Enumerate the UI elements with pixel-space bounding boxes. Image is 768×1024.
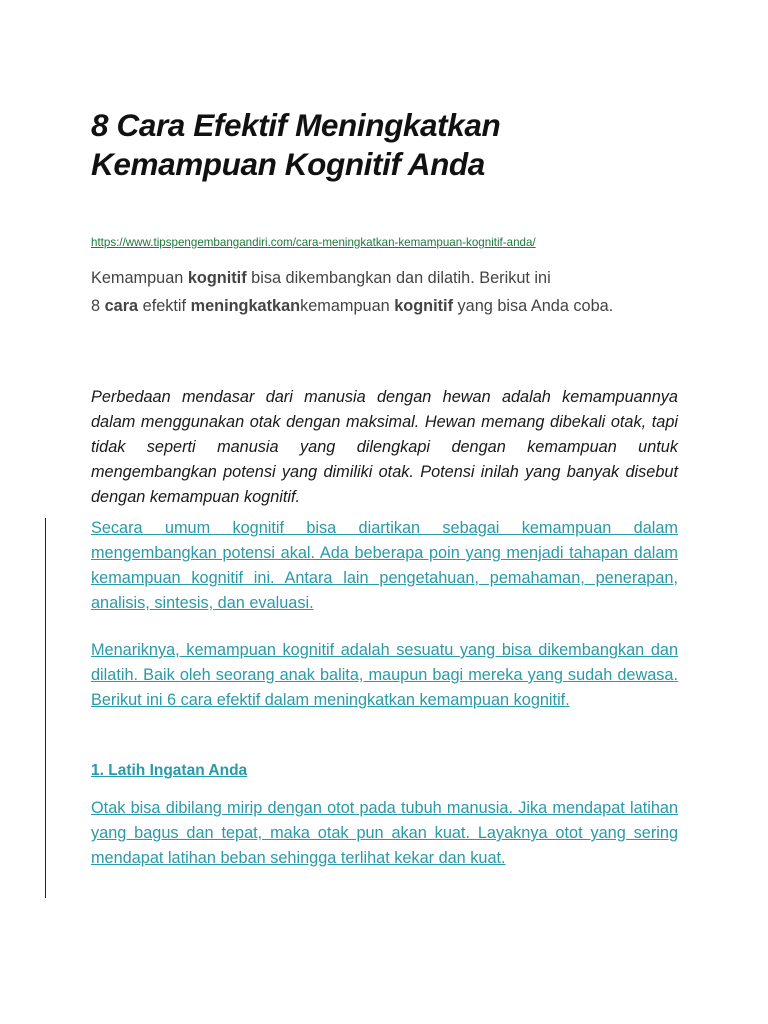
title-line-2: Kemampuan Kognitif Anda xyxy=(91,146,485,182)
article-title xyxy=(91,106,691,184)
source-link[interactable]: https://www.tipspengembangandiri.com/cara-meningkatkan-kemampuan-kognitif-anda/ xyxy=(91,236,536,249)
section-paragraph-link[interactable]: Otak bisa dibilang mirip dengan otot pada tubuh manusia. Jika mendapat latihan yang bagus dan tepat, maka otak pun akan kuat. Layaknya otot yang sering mendapat latihan beban sehingga terlihat kekar dan kuat. xyxy=(91,799,678,867)
intro-bold-text: kognitif xyxy=(394,297,453,315)
section-heading-link[interactable]: 1. Latih Ingatan Anda xyxy=(91,762,248,779)
margin-divider xyxy=(45,518,46,898)
intro-bold-text: meningkatkan xyxy=(190,297,301,315)
intro-text: 8 xyxy=(91,297,105,315)
intro-text: Kemampuan xyxy=(91,269,188,287)
lead-paragraph: Perbedaan mendasar dari manusia dengan hewan adalah kemampuannya dalam menggunakan otak dengan maksimal. Hewan memang dibekali otak, tapi tidak seperti manusia yang dilengkapi dengan kemampuan untuk mengembangkan potensi yang dimiliki otak. Potensi inilah yang banyak disebut dengan kemampuan kognitif. xyxy=(91,388,678,507)
intro-bold-text: cara xyxy=(104,297,139,315)
intro-text: kemampuan xyxy=(300,297,395,315)
intro-paragraph xyxy=(91,264,691,320)
intro-bold-text: kognitif xyxy=(187,269,247,287)
title-line-1: 8 Cara Efektif Meningkatkan xyxy=(91,107,501,143)
body-paragraph-link[interactable]: Menariknya, kemampuan kognitif adalah sesuatu yang bisa dikembangkan dan dilatih. Baik oleh seorang anak balita, maupun bagi mereka yang sudah dewasa. Berikut ini 6 cara efektif dalam meningkatkan kemampuan kognitif. xyxy=(91,641,678,709)
body-paragraph-link[interactable]: Secara umum kognitif bisa diartikan sebagai kemampuan dalam mengembangkan potensi akal. Ada beberapa poin yang menjadi tahapan dalam kemampuan kognitif ini. Antara lain pengetahuan, pemahaman, penerapan, analisis, sintesis, dan evaluasi. xyxy=(91,519,678,612)
intro-text: bisa dikembangkan dan dilatih. Berikut ini xyxy=(246,269,551,287)
intro-text: yang bisa Anda coba. xyxy=(453,297,614,315)
intro-text: efektif xyxy=(138,297,191,315)
